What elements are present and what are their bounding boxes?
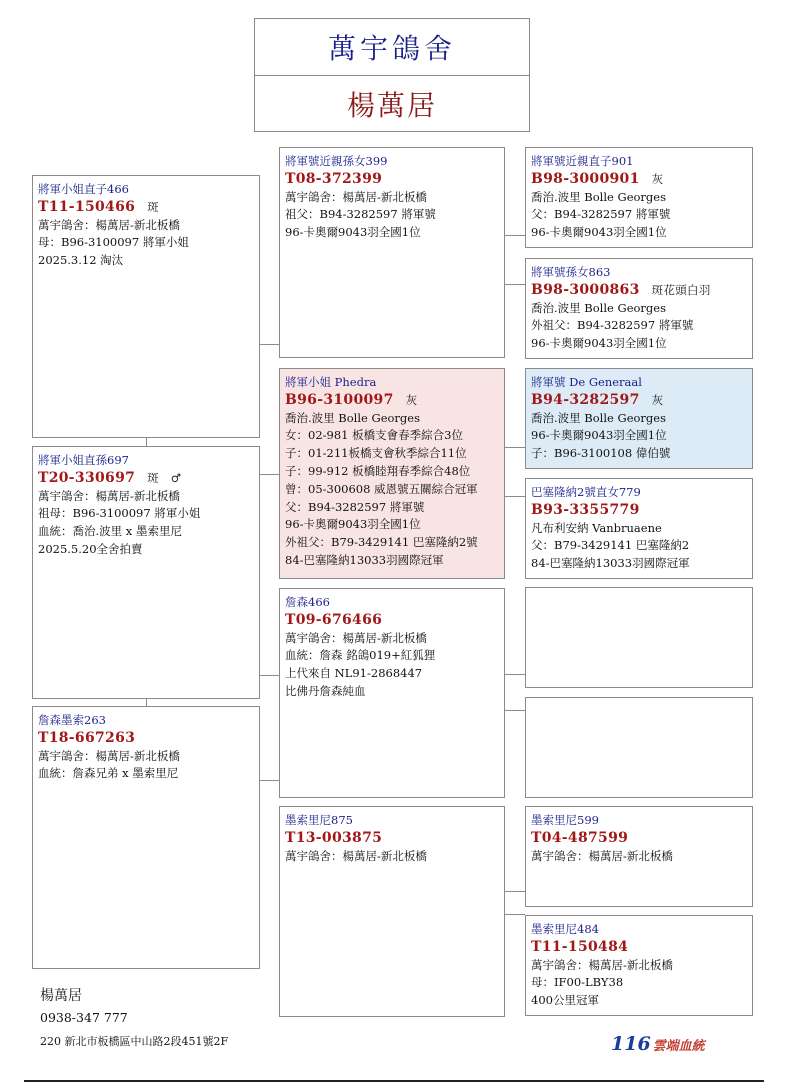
ring-number: T04-487599	[531, 829, 629, 846]
pedigree-card-gen2-4[interactable]	[279, 806, 505, 1017]
loft-name: 萬宇鴿舍	[255, 19, 529, 76]
info-line: 喬治.波里 Bolle Georges	[531, 300, 666, 315]
info-line: 96-卡奧爾9043羽全國1位	[531, 428, 667, 443]
pigeon-name: 將軍小姐直子466	[38, 182, 129, 196]
ring-number: T20-330697	[38, 469, 136, 486]
info-line: 外祖父：B94-3282597 將軍號	[531, 318, 694, 333]
pigeon-name: 墨索里尼599	[531, 813, 599, 827]
pigeon-name: 墨索里尼484	[531, 922, 599, 936]
info-line: 萬宇鴿舍：楊萬居-新北板橋	[38, 488, 180, 503]
info-line: 凡布利安納 Vanbruaene	[531, 520, 662, 535]
ring-number: B93-3355779	[531, 501, 640, 518]
ring-number: B94-3282597	[531, 391, 640, 408]
pigeon-name: 將軍號 De Generaal	[531, 375, 642, 389]
pedigree-card-gen3-8[interactable]	[525, 915, 753, 1016]
info-line: 外祖父：B79-3429141 巴塞隆納2號	[285, 535, 478, 550]
info-line: 萬宇鴿舍：楊萬居-新北板橋	[531, 957, 673, 972]
info-line: 萬宇鴿舍：楊萬居-新北板橋	[285, 189, 427, 204]
owner-name: 楊萬居	[346, 89, 437, 122]
info-line: 萬宇鴿舍：楊萬居-新北板橋	[285, 630, 427, 645]
pedigree-card-gen3-4[interactable]	[525, 478, 753, 579]
info-line: 血統：詹森兄弟 x 墨索里尼	[38, 766, 179, 781]
ring-number: B96-3100097	[285, 391, 394, 408]
pedigree-card-gen3-2[interactable]	[525, 258, 753, 359]
pigeon-name: 將軍小姐直孫697	[38, 453, 129, 467]
pigeon-name: 將軍號近親孫女399	[285, 154, 388, 168]
info-line: 96-卡奧爾9043羽全國1位	[285, 225, 421, 240]
pigeon-color: 斑	[147, 199, 159, 214]
pigeon-color: 斑花頭白羽	[651, 282, 711, 297]
pigeon-color: 灰	[651, 392, 664, 407]
info-line: 96-卡奧爾9043羽全國1位	[531, 336, 667, 351]
pigeon-name: 將軍號孫女863	[531, 265, 611, 279]
logo-text: 雲端血統	[652, 1039, 705, 1054]
info-line: 2025.3.12 淘汰	[38, 253, 124, 268]
site-logo[interactable]	[611, 1033, 705, 1055]
logo-number: 116	[611, 1033, 651, 1055]
info-line: 母：B96-3100097 將軍小姐	[38, 235, 189, 250]
info-line: 曾：05-300608 威恩號五關綜合冠軍	[285, 481, 478, 496]
info-line: 子：01-211板橋支會秋季綜合11位	[285, 446, 467, 461]
pigeon-name: 將軍小姐 Phedra	[285, 375, 377, 389]
pigeon-name: 墨索里尼875	[285, 813, 353, 827]
ring-number: B98-3000901	[531, 170, 640, 187]
pigeon-name: 詹森墨索263	[38, 713, 106, 727]
info-line: 祖母：B96-3100097 將軍小姐	[38, 506, 201, 521]
page-divider	[24, 1080, 764, 1082]
pigeon-color: 斑 ♂	[147, 470, 182, 485]
info-line: 父：B94-3282597 將軍號	[285, 499, 425, 514]
info-line: 萬宇鴿舍：楊萬居-新北板橋	[285, 848, 427, 863]
pigeon-name: 詹森466	[285, 595, 330, 609]
info-line: 喬治.波里 Bolle Georges	[531, 189, 666, 204]
info-line: 萬宇鴿舍：楊萬居-新北板橋	[531, 848, 673, 863]
pigeon-color: 灰	[405, 392, 418, 407]
info-line: 2025.5.20全舍拍賣	[38, 541, 143, 556]
ring-number: T18-667263	[38, 729, 136, 746]
pedigree-header	[254, 18, 530, 132]
info-line: 女：02-981 板橋支會春季綜合3位	[285, 428, 463, 443]
info-line: 比佛丹詹森純血	[285, 683, 366, 698]
info-line: 96-卡奧爾9043羽全國1位	[285, 517, 421, 532]
ring-number: B98-3000863	[531, 281, 640, 298]
pedigree-card-gen3-7[interactable]	[525, 806, 753, 907]
pigeon-color: 灰	[651, 171, 664, 186]
pigeon-name: 巴塞隆納2號直女779	[531, 485, 641, 499]
ring-number: T11-150466	[38, 198, 136, 215]
info-line: 喬治.波里 Bolle Georges	[285, 410, 420, 425]
ring-number: T11-150484	[531, 938, 629, 955]
info-line: 子：B96-3100108 偉伯號	[531, 446, 671, 461]
pedigree-card-gen3-3[interactable]	[525, 368, 753, 469]
info-line: 血統：喬治.波里 x 墨索里尼	[38, 524, 182, 539]
info-line: 萬宇鴿舍：楊萬居-新北板橋	[38, 217, 180, 232]
info-line: 喬治.波里 Bolle Georges	[531, 410, 666, 425]
pedigree-card-gen1-3[interactable]	[32, 706, 260, 969]
pedigree-card-gen1-2[interactable]	[32, 446, 260, 699]
pigeon-name: 將軍號近親直子901	[531, 154, 634, 168]
pedigree-card-gen3-5-empty[interactable]	[525, 587, 753, 688]
pedigree-card-gen1-1[interactable]	[32, 175, 260, 438]
pedigree-card-gen3-1[interactable]	[525, 147, 753, 248]
info-line: 400公里冠軍	[531, 993, 599, 1008]
info-line: 祖父：B94-3282597 將軍號	[285, 207, 436, 222]
pedigree-card-gen2-1[interactable]	[279, 147, 505, 358]
pedigree-card-gen2-2[interactable]	[279, 368, 505, 579]
ring-number: T09-676466	[285, 611, 383, 628]
info-line: 84-巴塞隆納13033羽國際冠軍	[531, 556, 690, 571]
info-line: 母：IF00-LBY38	[531, 975, 624, 990]
info-line: 子：99-912 板橋睦翔春季綜合48位	[285, 463, 471, 478]
ring-number: T13-003875	[285, 829, 383, 846]
info-line: 萬宇鴿舍：楊萬居-新北板橋	[38, 748, 180, 763]
info-line: 96-卡奧爾9043羽全國1位	[531, 225, 667, 240]
footer-address: 220 新北市板橋區中山路2段451號2F	[40, 1035, 229, 1048]
info-line: 父：B94-3282597 將軍號	[531, 207, 671, 222]
info-line: 84-巴塞隆納13033羽國際冠軍	[285, 552, 444, 567]
pedigree-card-gen2-3[interactable]	[279, 588, 505, 798]
info-line: 上代來自 NL91-2868447	[285, 666, 423, 681]
info-line: 父：B79-3429141 巴塞隆納2	[531, 538, 690, 553]
ring-number: T08-372399	[285, 170, 383, 187]
info-line: 血統：詹森 銘鴿019+紅狐狸	[285, 648, 436, 663]
pedigree-card-gen3-6-empty[interactable]	[525, 697, 753, 798]
footer-phone: 0938-347 777	[40, 1010, 128, 1025]
footer-owner: 楊萬居	[40, 988, 82, 1004]
